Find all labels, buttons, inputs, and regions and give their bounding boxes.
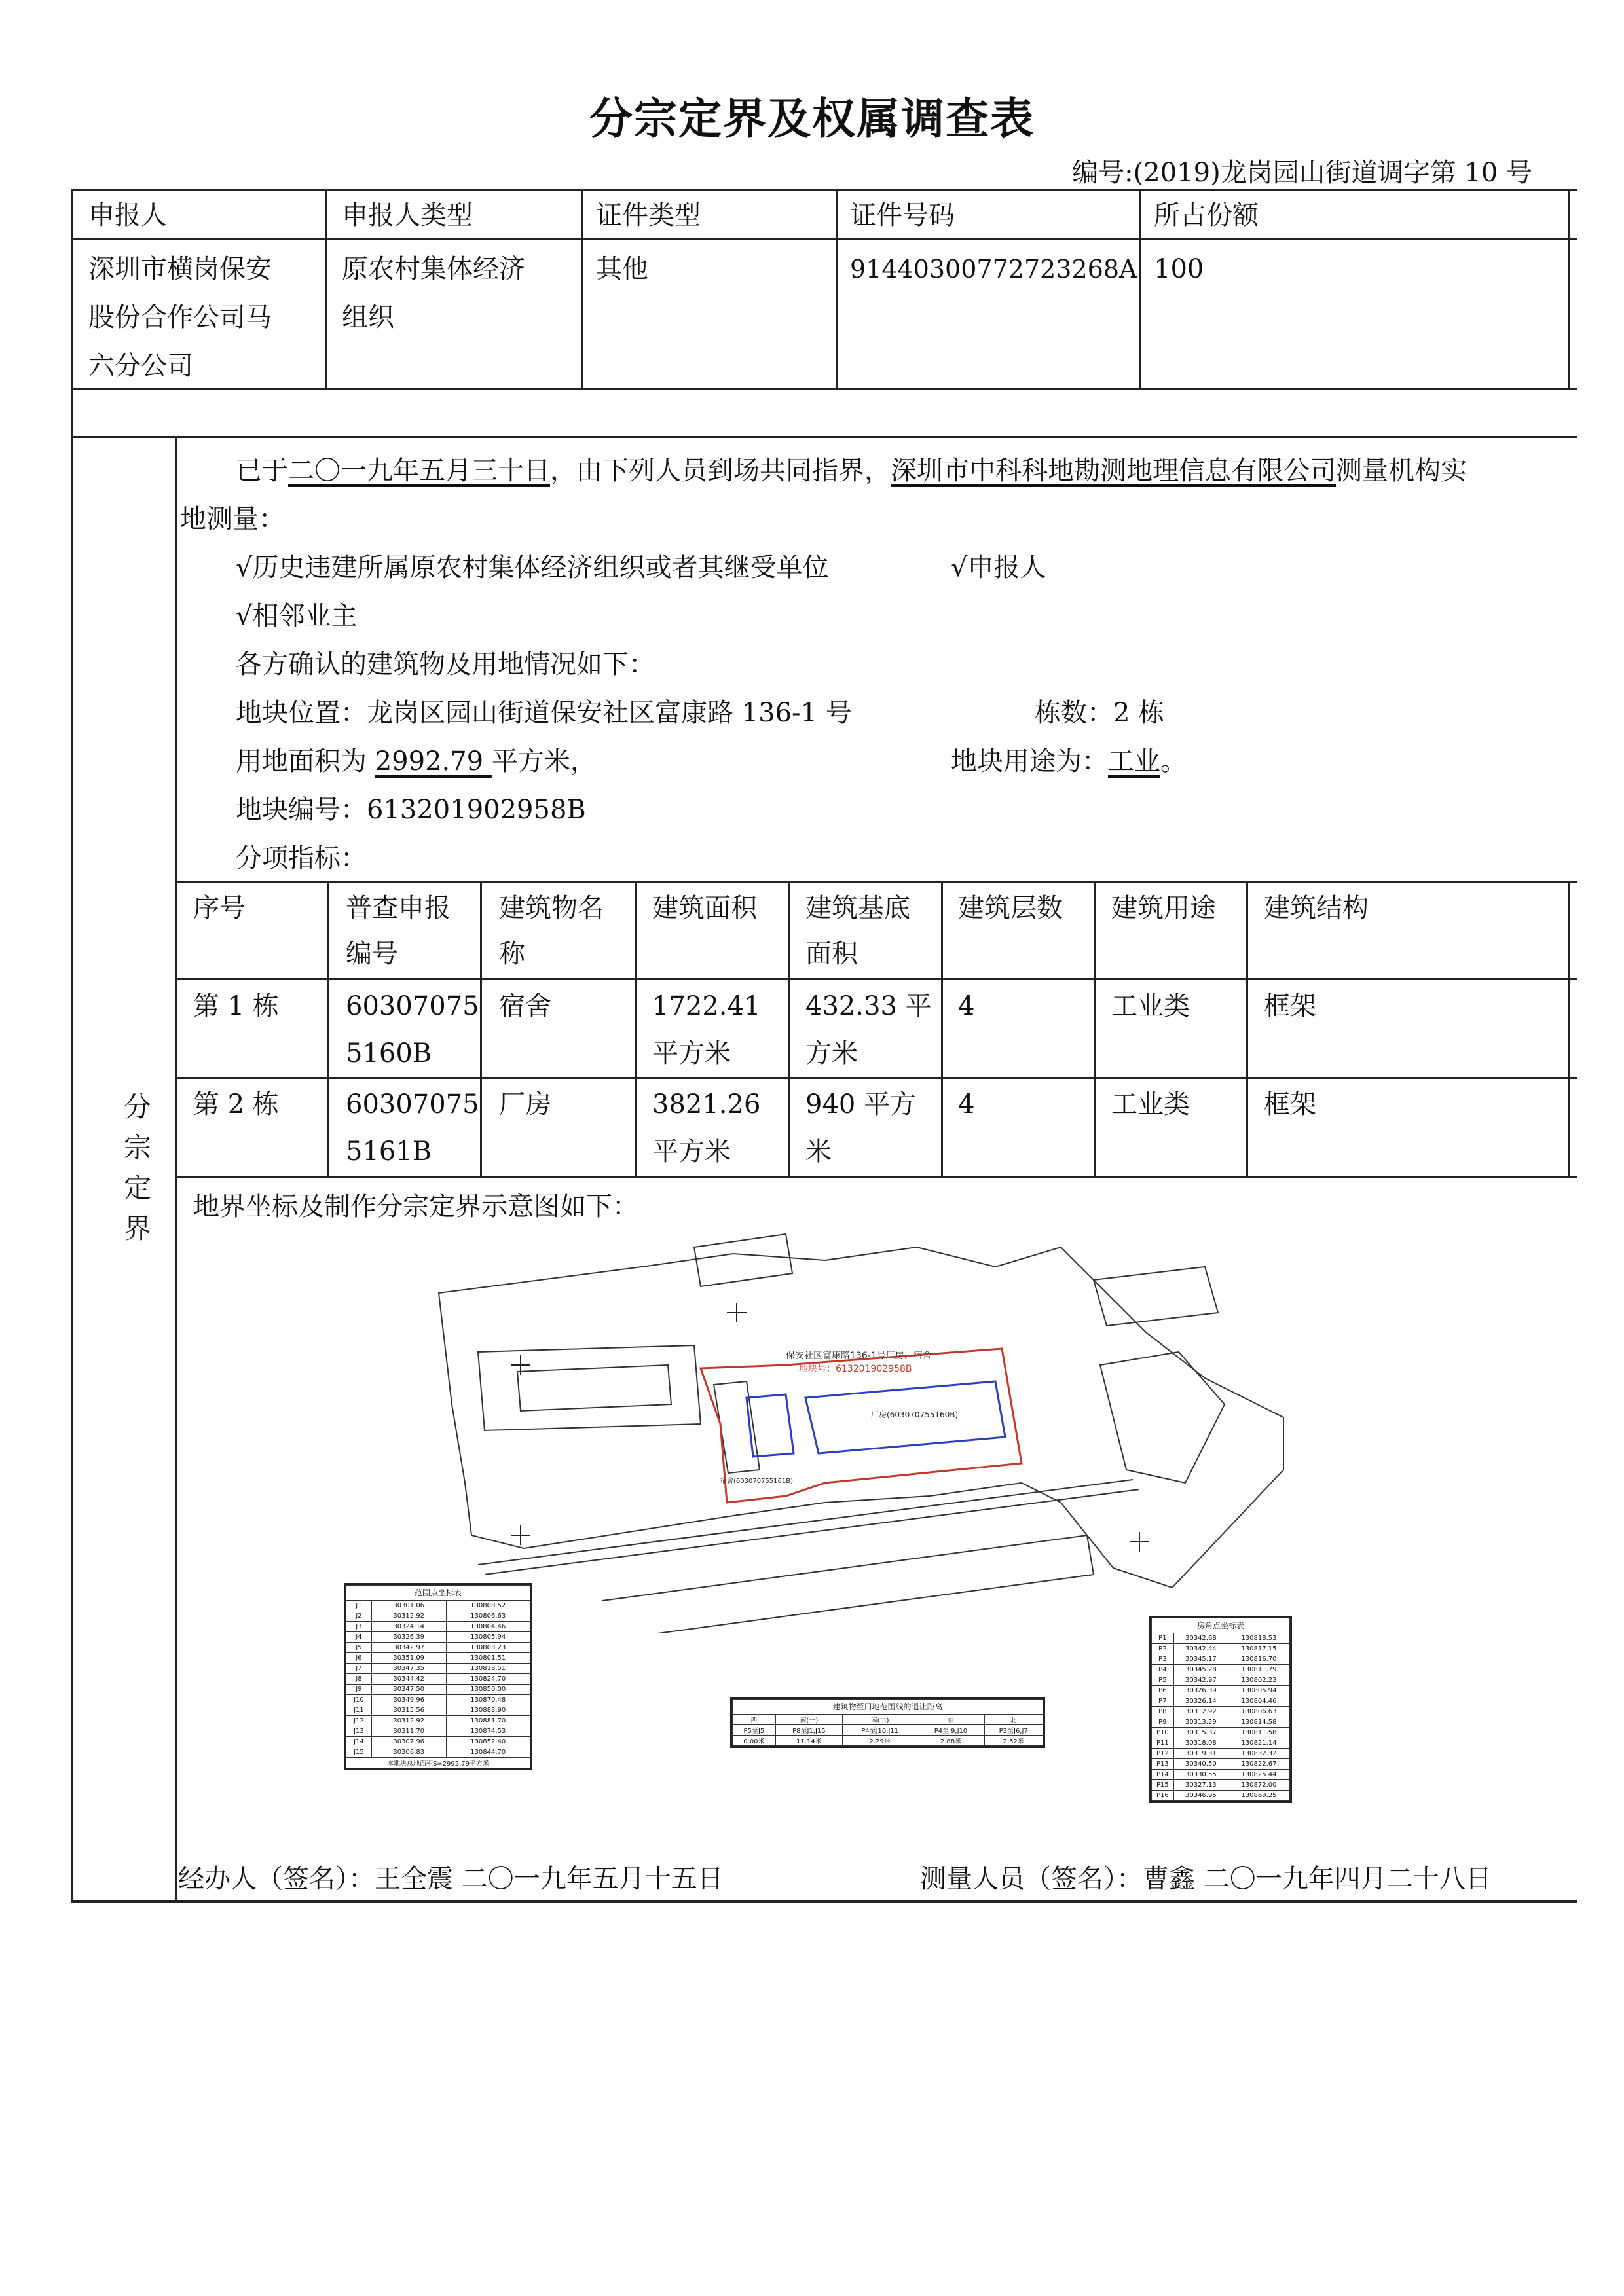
corner-row — [1152, 1654, 1290, 1665]
distance-cell: P3至J6,J7 — [984, 1725, 1043, 1736]
header-applicant: 申报人 — [88, 200, 167, 230]
bldg-row1-name: 宿舍 — [499, 991, 551, 1021]
corner-cell: 130811.58 — [1228, 1728, 1289, 1738]
header-share: 所占份额 — [1154, 200, 1259, 230]
boundary-cell: 130870.48 — [446, 1695, 530, 1705]
distance-row — [733, 1725, 1043, 1736]
boundary-total-area: 本地块总地面积S=2992.79平方米 — [346, 1758, 530, 1768]
corner-cell: P3 — [1152, 1654, 1174, 1665]
section-side-label — [110, 1087, 165, 1249]
corner-cell: 30342.97 — [1173, 1675, 1228, 1686]
intro-text: 测量机构实 — [1336, 456, 1467, 486]
bldg-row2-area: 3821.26 — [652, 1089, 761, 1120]
boundary-cell: 130805.94 — [446, 1632, 530, 1643]
boundary-cell: 130850.00 — [446, 1685, 530, 1695]
boundary-cell: 130818.51 — [446, 1664, 530, 1674]
intro-line-1 — [236, 446, 1467, 495]
setback-distance-table — [730, 1697, 1045, 1748]
applicant-name-line3: 六分公司 — [88, 351, 193, 381]
boundary-cell: 30312.92 — [371, 1611, 446, 1622]
bldg-row2-use: 工业类 — [1111, 1089, 1190, 1120]
boundary-cell: 130824.70 — [446, 1674, 530, 1685]
boundary-cell: 30311.70 — [371, 1726, 446, 1737]
map-road — [478, 1480, 1133, 1565]
bldg-col — [788, 881, 790, 1178]
side-label-char: 界 — [123, 1212, 151, 1245]
corner-cell: 130821.14 — [1228, 1738, 1289, 1749]
bldg-header-code: 编号 — [346, 939, 398, 969]
corner-cell: 130802.23 — [1228, 1675, 1289, 1686]
side-label-char: 分 — [123, 1091, 151, 1123]
boundary-cell: 30306.83 — [371, 1747, 446, 1758]
use-text: 地块用途为： — [951, 746, 1108, 776]
boundary-cell: 130806.63 — [446, 1611, 530, 1622]
corner-cell: 130805.94 — [1228, 1686, 1289, 1696]
use-value: 工业 — [1108, 746, 1160, 776]
table-border-left — [71, 189, 73, 1903]
boundary-cell: J4 — [346, 1632, 372, 1643]
corner-cell: 30318.08 — [1173, 1738, 1228, 1749]
bldg-row1-area: 平方米 — [652, 1038, 731, 1068]
boundary-cell: J5 — [346, 1643, 372, 1653]
corner-cell: 130822.67 — [1228, 1759, 1289, 1770]
distance-cell: 2.52米 — [984, 1736, 1043, 1746]
col-divider — [1568, 189, 1570, 389]
boundary-cell: 30301.06 — [371, 1601, 446, 1611]
distance-cell: 西 — [733, 1715, 776, 1725]
bldg-table-row — [175, 978, 1577, 980]
distance-cell: P5至J5 — [733, 1725, 776, 1736]
header-applicant-type: 申报人类型 — [342, 200, 473, 230]
corner-row — [1152, 1791, 1290, 1801]
side-label-char: 宗 — [123, 1131, 151, 1163]
boundary-cell: 130844.70 — [446, 1747, 530, 1758]
boundary-cell: 30324.14 — [371, 1622, 446, 1632]
bldg-row1-base: 432.33 平 — [805, 991, 932, 1021]
col-divider — [581, 189, 583, 389]
boundary-cell: J14 — [346, 1737, 372, 1747]
boundary-cell: 30315.56 — [371, 1705, 446, 1716]
corner-cell: 130817.15 — [1228, 1644, 1289, 1654]
corner-cell: P15 — [1152, 1780, 1174, 1791]
bldg-row2-base: 米 — [805, 1137, 832, 1167]
bldg-row1-code: 5160B — [346, 1038, 432, 1068]
corner-cell: P2 — [1152, 1644, 1174, 1654]
corner-row — [1152, 1749, 1290, 1759]
site-plan-map — [327, 1208, 1310, 1633]
distance-table-title: 建筑物至用地范围线的退让距离 — [733, 1700, 1043, 1715]
distance-cell: P8至J1,J15 — [775, 1725, 842, 1736]
items-label: 分项指标： — [236, 843, 367, 873]
distance-row — [733, 1736, 1043, 1746]
boundary-cell: J1 — [346, 1601, 372, 1611]
boundary-row — [346, 1674, 530, 1685]
corner-cell: P6 — [1152, 1686, 1174, 1696]
corner-cell: 30340.50 — [1173, 1759, 1228, 1770]
side-label-char: 定 — [123, 1172, 151, 1204]
bldg-col — [635, 881, 637, 1178]
boundary-row — [346, 1601, 530, 1611]
distance-cell: 南(二) — [842, 1715, 917, 1725]
section-divider — [175, 436, 177, 1901]
boundary-cell: J15 — [346, 1747, 372, 1758]
applicant-name-line2: 股份合作公司马 — [88, 302, 272, 333]
boundary-cell: 130801.51 — [446, 1653, 530, 1664]
applicant-name-line1: 深圳市横岗保安 — [88, 254, 272, 284]
boundary-row — [346, 1653, 530, 1664]
distance-cell: 0.00米 — [733, 1736, 776, 1746]
corner-cell: 130869.25 — [1228, 1791, 1289, 1801]
corner-cell: P10 — [1152, 1728, 1174, 1738]
boundary-cell: J2 — [346, 1611, 372, 1622]
bldg-col — [1094, 881, 1096, 1178]
document-number: 编号:(2019)龙岗园山街道调字第 10 号 — [1072, 158, 1532, 188]
survey-date: 二〇一九年五月三十日 — [288, 456, 550, 486]
area-text: 用地面积为 — [236, 746, 375, 776]
corner-row — [1152, 1738, 1290, 1749]
boundary-cell: 30342.97 — [371, 1643, 446, 1653]
header-cert-type: 证件类型 — [596, 200, 701, 230]
boundary-cell: 130808.52 — [446, 1601, 530, 1611]
boundary-row — [346, 1726, 530, 1737]
corner-coordinate-table — [1149, 1616, 1292, 1803]
corner-cell: 30319.31 — [1173, 1749, 1228, 1759]
corner-cell: 30315.37 — [1173, 1728, 1228, 1738]
corner-cell: 130804.46 — [1228, 1696, 1289, 1707]
corner-cell: 30326.39 — [1173, 1686, 1228, 1696]
corner-row — [1152, 1759, 1290, 1770]
corner-row — [1152, 1633, 1290, 1644]
corner-row — [1152, 1675, 1290, 1686]
bldg-header-use: 建筑用途 — [1111, 893, 1216, 923]
parcel-location: 地块位置：龙岗区园山街道保安社区富康路 136-1 号 — [236, 698, 852, 728]
boundary-cell: 130803.23 — [446, 1643, 530, 1653]
boundary-cell: 130804.46 — [446, 1622, 530, 1632]
corner-cell: 130806.63 — [1228, 1707, 1289, 1717]
handler-signature: 经办人（签名）：王全震 二〇一九年五月十五日 — [178, 1864, 724, 1894]
boundary-row — [346, 1737, 530, 1747]
corner-cell: P13 — [1152, 1759, 1174, 1770]
boundary-cell: J6 — [346, 1653, 372, 1664]
map-east-block — [1100, 1352, 1225, 1483]
distance-cell: 11.14米 — [775, 1736, 842, 1746]
corner-row — [1152, 1696, 1290, 1707]
check-item-neighbor: √相邻业主 — [236, 601, 358, 631]
bldg-table-bottom — [175, 1176, 1577, 1178]
map-road-title: 保安社区富康路136-1号厂房、宿舍 — [786, 1351, 932, 1361]
applicant-type-line2: 组织 — [342, 302, 394, 333]
parcel-number: 地块编号：613201902958B — [236, 795, 586, 825]
corner-cell: P8 — [1152, 1707, 1174, 1717]
corner-cell: 130818.53 — [1228, 1633, 1289, 1644]
corner-cell: P9 — [1152, 1717, 1174, 1728]
corner-cell: 30330.55 — [1173, 1770, 1228, 1780]
boundary-cell: J10 — [346, 1695, 372, 1705]
col-divider — [1139, 189, 1141, 389]
col-divider — [325, 189, 327, 389]
corner-cell: 130816.70 — [1228, 1654, 1289, 1665]
map-ne-houses — [1094, 1267, 1218, 1326]
distance-row — [733, 1715, 1043, 1725]
boundary-row — [346, 1664, 530, 1674]
boundary-cell: 30347.35 — [371, 1664, 446, 1674]
surveyor-signature: 测量人员（签名）：曹鑫 二〇一九年四月二十八日 — [920, 1864, 1492, 1894]
corner-cell: P12 — [1152, 1749, 1174, 1759]
corner-row — [1152, 1644, 1290, 1654]
map-dorm-label: 宿舍(603070755161B) — [720, 1478, 794, 1485]
cert-type-value: 其他 — [596, 254, 648, 284]
intro-text: ，由下列人员到场共同指界， — [550, 456, 891, 486]
boundary-row — [346, 1643, 530, 1653]
distance-cell: 2.29米 — [842, 1736, 917, 1746]
corner-row — [1152, 1686, 1290, 1696]
bldg-header-floors: 建筑层数 — [958, 893, 1063, 923]
bldg-row1-floors: 4 — [958, 991, 975, 1021]
bldg-col — [480, 881, 482, 1178]
corner-cell: 130814.58 — [1228, 1717, 1289, 1728]
corner-cell: P4 — [1152, 1665, 1174, 1675]
bldg-row2-floors: 4 — [958, 1089, 975, 1120]
boundary-row — [346, 1747, 530, 1758]
area-text: 平方米， — [491, 746, 597, 776]
corner-cell: 130872.00 — [1228, 1780, 1289, 1791]
survey-company: 深圳市中科科地勘测地理信息有限公司 — [891, 456, 1336, 486]
corner-row — [1152, 1770, 1290, 1780]
bldg-row1-base: 方米 — [805, 1038, 858, 1068]
corner-cell: 30312.92 — [1173, 1707, 1228, 1717]
row-divider — [71, 238, 1577, 240]
bldg-row2-code: 5161B — [346, 1137, 432, 1167]
confirm-text: 各方确认的建筑物及用地情况如下： — [236, 649, 655, 680]
bldg-header-code: 普查申报 — [346, 893, 451, 923]
row-divider — [71, 388, 1577, 390]
check-item-collective: √历史违建所属原农村集体经济组织或者其继受单位 — [236, 553, 829, 583]
bldg-row1-code: 60307075 — [346, 991, 479, 1021]
col-divider — [836, 189, 838, 389]
boundary-cell: 30344.42 — [371, 1674, 446, 1685]
corner-cell: 130811.79 — [1228, 1665, 1289, 1675]
boundary-cell: 30307.96 — [371, 1737, 446, 1747]
intro-line-2: 地测量： — [180, 504, 285, 534]
corner-row — [1152, 1780, 1290, 1791]
boundary-row — [346, 1632, 530, 1643]
corner-cell: P11 — [1152, 1738, 1174, 1749]
corner-cell: 30313.29 — [1173, 1717, 1228, 1728]
bldg-header-area: 建筑面积 — [652, 893, 757, 923]
boundary-cell: 30347.50 — [371, 1685, 446, 1695]
cert-no-value: 91440300772723268A — [850, 255, 1137, 283]
corner-cell: P7 — [1152, 1696, 1174, 1707]
bldg-row2-seq: 第 2 栋 — [193, 1089, 279, 1120]
applicant-type-line1: 原农村集体经济 — [342, 254, 525, 284]
bldg-header-seq: 序号 — [193, 893, 246, 923]
boundary-cell: J3 — [346, 1622, 372, 1632]
boundary-cell: J12 — [346, 1716, 372, 1726]
share-value: 100 — [1154, 254, 1204, 284]
bldg-col — [1568, 881, 1570, 1178]
map-caption: 地界坐标及制作分宗定界示意图如下： — [193, 1192, 638, 1222]
distance-cell: P4至J10,J11 — [842, 1725, 917, 1736]
map-factory-label: 厂房(603070755160B) — [871, 1410, 959, 1419]
corner-table-title: 房角点坐标表 — [1152, 1618, 1290, 1633]
boundary-cell: J8 — [346, 1674, 372, 1685]
boundary-row — [346, 1695, 530, 1705]
bldg-row2-code: 60307075 — [346, 1089, 479, 1120]
corner-cell: 30342.44 — [1173, 1644, 1228, 1654]
corner-cell: 30345.17 — [1173, 1654, 1228, 1665]
bldg-col — [1246, 881, 1248, 1178]
boundary-row — [346, 1685, 530, 1695]
corner-cell: P14 — [1152, 1770, 1174, 1780]
boundary-cell: J11 — [346, 1705, 372, 1716]
area-value: 2992.79 — [375, 746, 492, 776]
building-count: 栋数：2 栋 — [1035, 698, 1165, 728]
bldg-header-structure: 建筑结构 — [1264, 893, 1369, 923]
bldg-row1-structure: 框架 — [1264, 991, 1316, 1021]
boundary-cell: 30326.39 — [371, 1632, 446, 1643]
use-text: 。 — [1160, 746, 1187, 776]
distance-cell: 北 — [984, 1715, 1043, 1725]
boundary-row — [346, 1622, 530, 1632]
corner-cell: 30342.68 — [1173, 1633, 1228, 1644]
boundary-table-title: 范围点坐标表 — [346, 1586, 530, 1601]
row-divider — [71, 436, 1577, 438]
boundary-cell: 30349.96 — [371, 1695, 446, 1705]
corner-cell: 30346.95 — [1173, 1791, 1228, 1801]
boundary-row — [346, 1716, 530, 1726]
header-cert-no: 证件号码 — [850, 200, 955, 230]
map-outline — [439, 1247, 1283, 1588]
intro-text: 已于 — [236, 456, 288, 486]
boundary-cell: 30351.09 — [371, 1653, 446, 1664]
bldg-row2-area: 平方米 — [652, 1137, 731, 1167]
boundary-coordinate-table — [344, 1583, 532, 1770]
bldg-table-top — [175, 881, 1577, 883]
bldg-row1-seq: 第 1 栋 — [193, 991, 279, 1021]
land-use — [951, 737, 1187, 786]
corner-cell: 130825.44 — [1228, 1770, 1289, 1780]
distance-cell: 南(一) — [775, 1715, 842, 1725]
bldg-header-base: 建筑基底 — [805, 893, 910, 923]
distance-cell: 2.88米 — [917, 1736, 984, 1746]
corner-row — [1152, 1717, 1290, 1728]
corner-cell: P5 — [1152, 1675, 1174, 1686]
corner-cell: 30345.28 — [1173, 1665, 1228, 1675]
bldg-row2-base: 940 平方 — [805, 1089, 917, 1120]
land-area — [236, 737, 597, 786]
corner-cell: P1 — [1152, 1633, 1174, 1644]
bldg-header-name: 建筑物名 — [499, 893, 604, 923]
bldg-header-name: 称 — [499, 939, 525, 969]
boundary-row — [346, 1611, 530, 1622]
corner-cell: 30326.14 — [1173, 1696, 1228, 1707]
check-item-applicant: √申报人 — [951, 553, 1046, 583]
map-road — [485, 1489, 1139, 1575]
bldg-row1-use: 工业类 — [1111, 991, 1190, 1021]
corner-cell: 30327.13 — [1173, 1780, 1228, 1791]
corner-row — [1152, 1728, 1290, 1738]
boundary-cell: 130883.90 — [446, 1705, 530, 1716]
map-buildings-west — [478, 1345, 701, 1430]
bldg-col — [941, 881, 943, 1178]
bldg-row2-name: 厂房 — [499, 1089, 551, 1120]
boundary-cell: 130874.53 — [446, 1726, 530, 1737]
corner-row — [1152, 1665, 1290, 1675]
boundary-row — [346, 1705, 530, 1716]
bldg-col — [327, 881, 329, 1178]
distance-cell: P4至J9,J10 — [917, 1725, 984, 1736]
boundary-cell: J7 — [346, 1664, 372, 1674]
boundary-cell: 30312.92 — [371, 1716, 446, 1726]
distance-cell: 东 — [917, 1715, 984, 1725]
boundary-cell: 130852.40 — [446, 1737, 530, 1747]
corner-cell: 130832.32 — [1228, 1749, 1289, 1759]
map-buildings-west-inner — [517, 1365, 671, 1411]
bldg-header-base: 面积 — [805, 939, 858, 969]
page-title: 分宗定界及权属调查表 — [589, 94, 1035, 144]
boundary-cell: 130881.70 — [446, 1716, 530, 1726]
corner-row — [1152, 1707, 1290, 1717]
map-parcel-no: 地块号：613201902958B — [799, 1364, 912, 1374]
boundary-cell: J9 — [346, 1685, 372, 1695]
boundary-cell: J13 — [346, 1726, 372, 1737]
corner-cell: P16 — [1152, 1791, 1174, 1801]
bldg-row1-area: 1722.41 — [652, 991, 761, 1021]
bldg-row2-structure: 框架 — [1264, 1089, 1316, 1120]
table-border-top — [71, 189, 1577, 191]
map-north-houses — [694, 1234, 792, 1286]
